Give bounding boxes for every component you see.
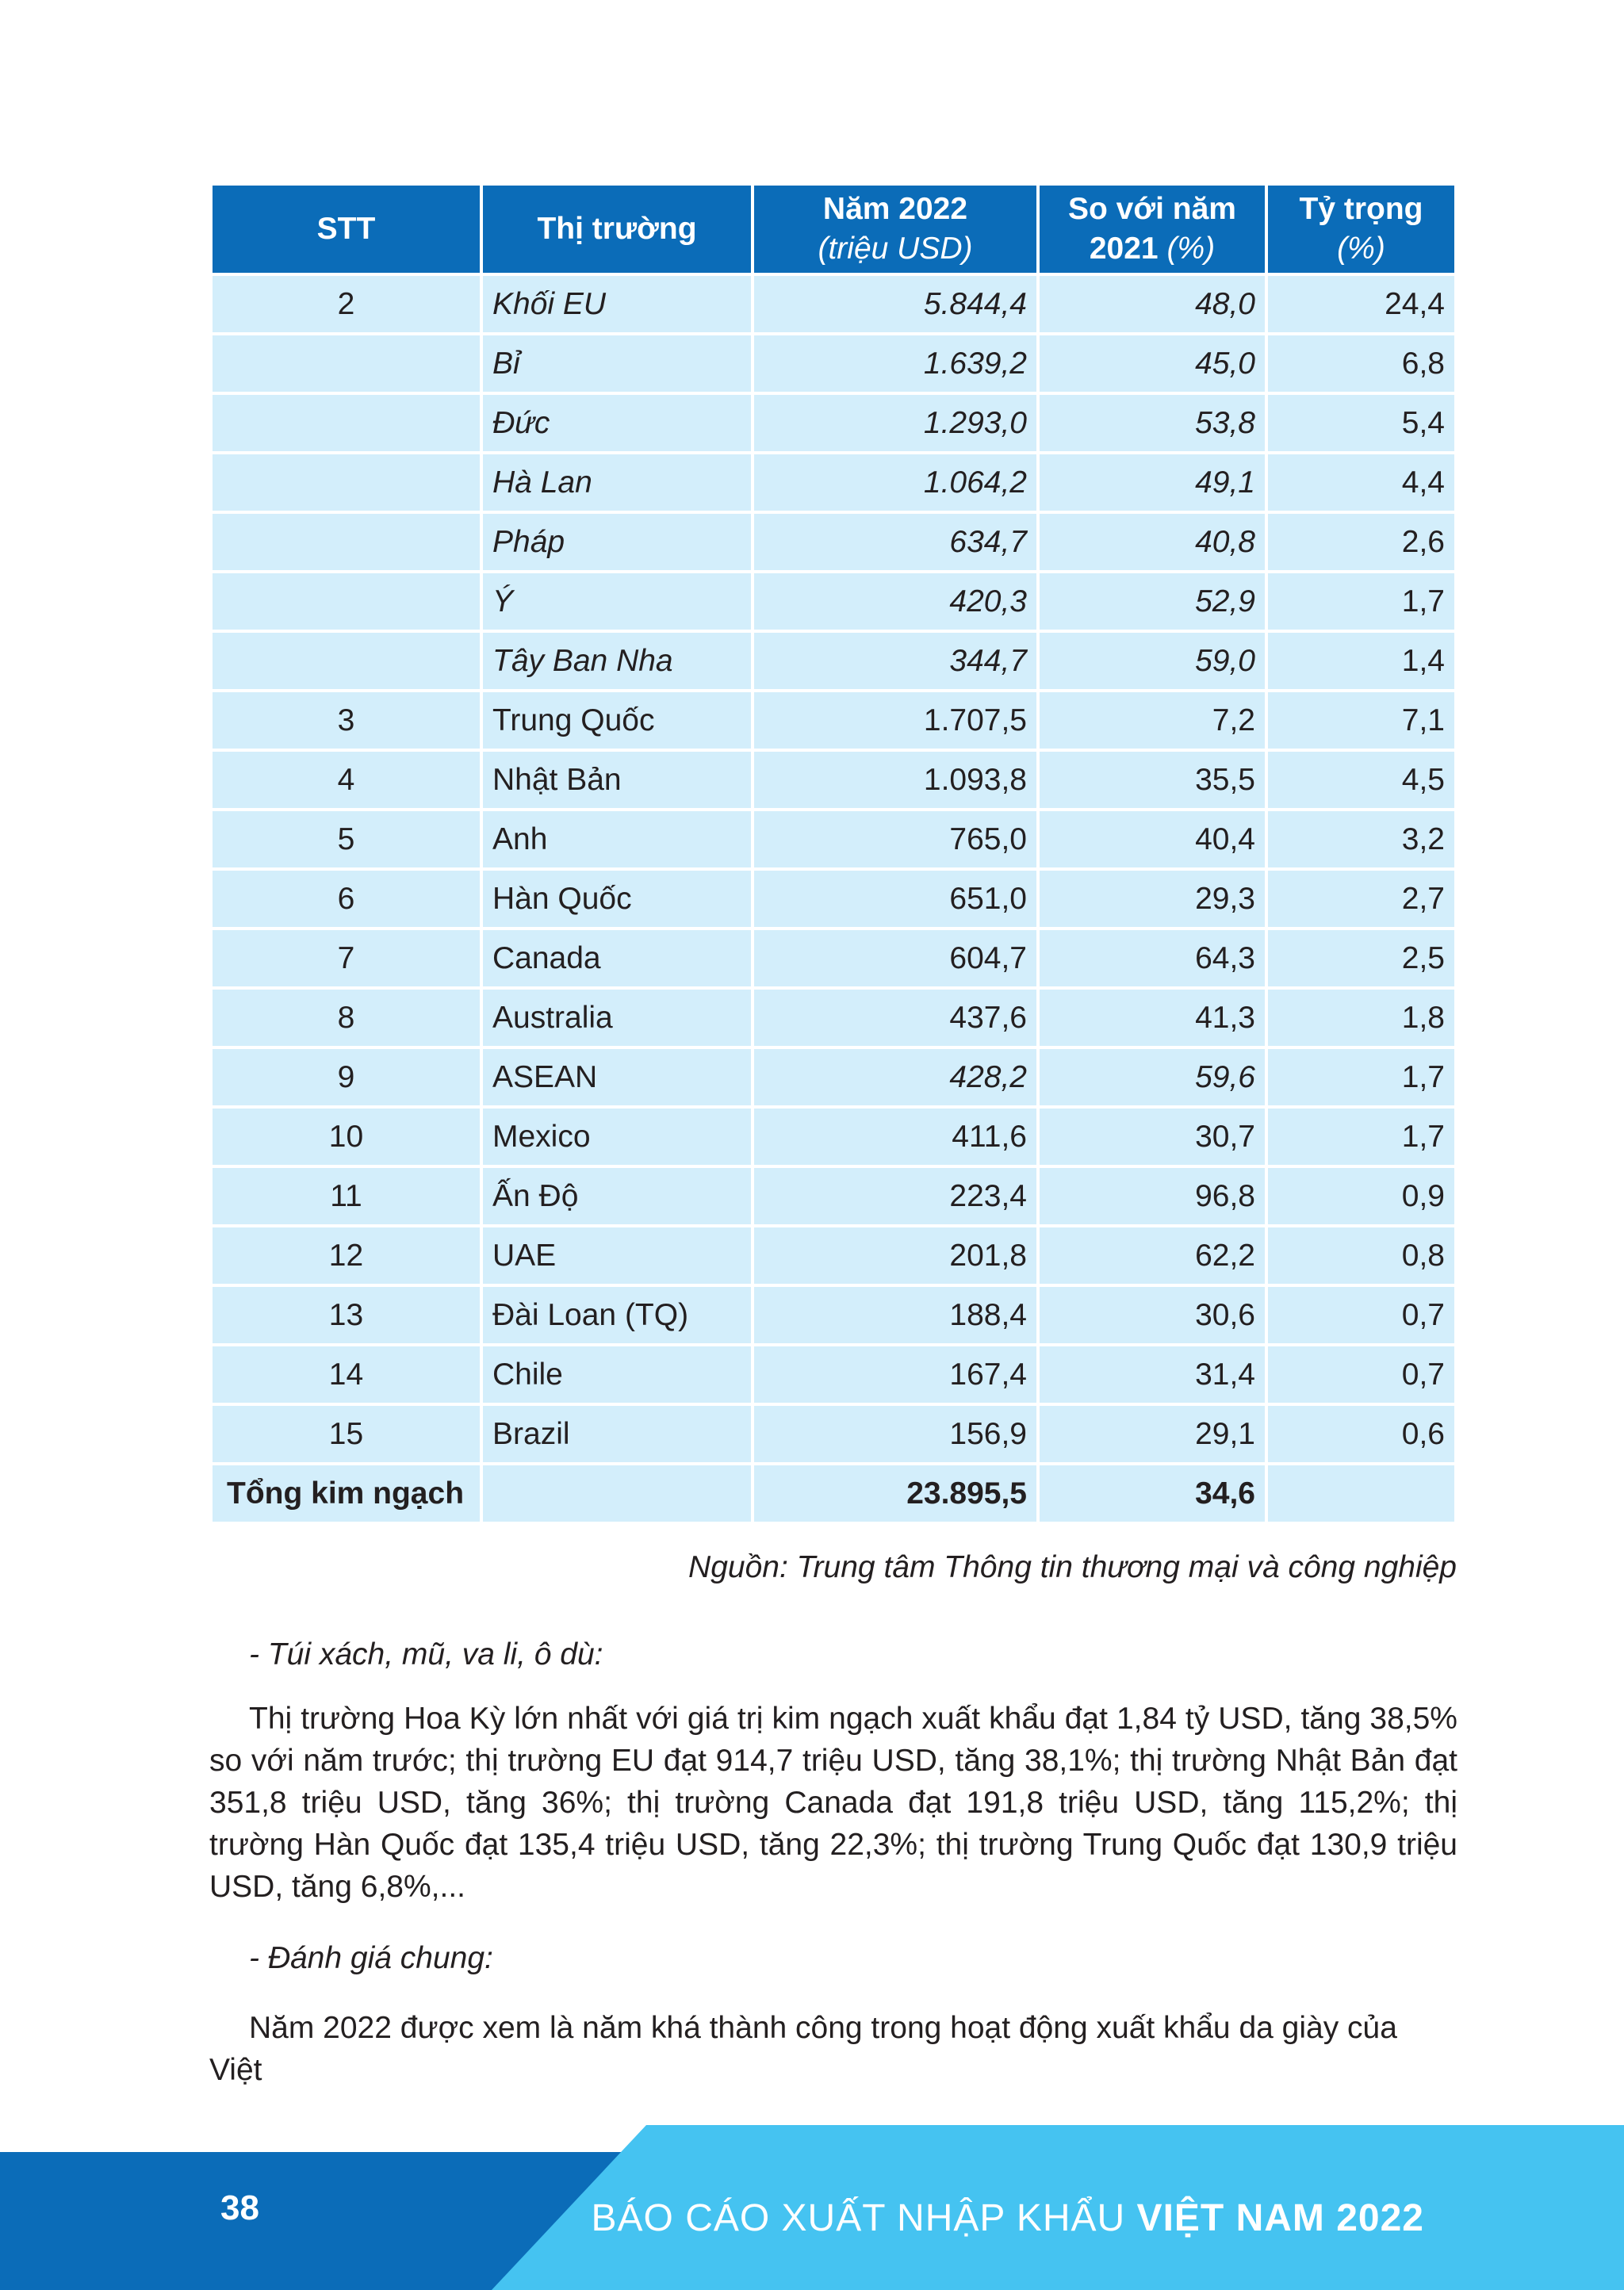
- table-row: [213, 335, 1454, 392]
- row-value-2022: 765,0: [754, 811, 1036, 867]
- row-change: 45,0: [1040, 335, 1265, 392]
- row-stt: 14: [213, 1346, 480, 1403]
- table-row: [213, 1168, 1454, 1224]
- total-share: [1268, 1465, 1454, 1522]
- row-share: 6,8: [1268, 335, 1454, 392]
- report-title-bold: VIỆT NAM 2022: [1136, 2197, 1424, 2239]
- row-stt: 8: [213, 990, 480, 1046]
- row-market: Bỉ: [483, 335, 751, 392]
- row-share: 1,8: [1268, 990, 1454, 1046]
- row-change: 41,3: [1040, 990, 1265, 1046]
- row-value-2022: 1.639,2: [754, 335, 1036, 392]
- row-stt: 9: [213, 1049, 480, 1105]
- row-change: 64,3: [1040, 930, 1265, 986]
- page-number: 38: [220, 2189, 259, 2227]
- table-row: [213, 1406, 1454, 1462]
- table-row: [213, 1049, 1454, 1105]
- row-stt: 5: [213, 811, 480, 867]
- row-share: 0,7: [1268, 1346, 1454, 1403]
- row-change: 53,8: [1040, 395, 1265, 451]
- table-row: [213, 752, 1454, 808]
- table-row: [213, 930, 1454, 986]
- row-change: 52,9: [1040, 573, 1265, 630]
- row-share: 7,1: [1268, 692, 1454, 749]
- row-change: 35,5: [1040, 752, 1265, 808]
- table-total-row: [213, 1465, 1454, 1522]
- report-title-regular: BÁO CÁO XUẤT NHẬP KHẨU: [591, 2197, 1137, 2239]
- header-change-label: So với năm: [1068, 192, 1236, 226]
- row-market: Mexico: [483, 1109, 751, 1165]
- table-row: [213, 692, 1454, 749]
- row-change: 31,4: [1040, 1346, 1265, 1403]
- row-market: Canada: [483, 930, 751, 986]
- row-share: 2,6: [1268, 514, 1454, 570]
- row-share: 1,4: [1268, 633, 1454, 689]
- row-share: 3,2: [1268, 811, 1454, 867]
- header-change-vs-2021: [1040, 186, 1265, 273]
- header-value-2022-unit: (triệu USD): [818, 232, 973, 266]
- header-value-2022: [754, 186, 1036, 273]
- total-label: Tổng kim ngạch: [213, 1465, 480, 1522]
- row-change: 7,2: [1040, 692, 1265, 749]
- row-market: Ấn Độ: [483, 1168, 751, 1224]
- row-value-2022: 420,3: [754, 573, 1036, 630]
- row-market: Khối EU: [483, 276, 751, 332]
- row-share: 0,9: [1268, 1168, 1454, 1224]
- total-market-cell: [483, 1465, 751, 1522]
- header-stt: STT: [213, 186, 480, 273]
- row-share: 5,4: [1268, 395, 1454, 451]
- table-row: [213, 871, 1454, 927]
- row-change: 40,8: [1040, 514, 1265, 570]
- row-change: 40,4: [1040, 811, 1265, 867]
- row-stt: 6: [213, 871, 480, 927]
- row-share: 0,8: [1268, 1227, 1454, 1284]
- row-market: Chile: [483, 1346, 751, 1403]
- row-stt: 4: [213, 752, 480, 808]
- row-change: 49,1: [1040, 454, 1265, 511]
- row-value-2022: 411,6: [754, 1109, 1036, 1165]
- row-change: 96,8: [1040, 1168, 1265, 1224]
- row-share: 4,5: [1268, 752, 1454, 808]
- row-market: Nhật Bản: [483, 752, 751, 808]
- table-row: [213, 454, 1454, 511]
- row-market: Ý: [483, 573, 751, 630]
- table-row: [213, 811, 1454, 867]
- row-value-2022: 634,7: [754, 514, 1036, 570]
- table-source-note: Nguồn: Trung tâm Thông tin thương mại và công nghiệp: [688, 1550, 1457, 1584]
- row-share: 0,7: [1268, 1287, 1454, 1343]
- row-share: 2,5: [1268, 930, 1454, 986]
- row-stt: 7: [213, 930, 480, 986]
- row-market: Brazil: [483, 1406, 751, 1462]
- row-stt: 12: [213, 1227, 480, 1284]
- row-stt: 13: [213, 1287, 480, 1343]
- header-share: [1268, 186, 1454, 273]
- table-row: [213, 990, 1454, 1046]
- table-row: [213, 395, 1454, 451]
- row-value-2022: 344,7: [754, 633, 1036, 689]
- row-stt: [213, 573, 480, 630]
- total-value-2022: 23.895,5: [754, 1465, 1036, 1522]
- row-change: 30,6: [1040, 1287, 1265, 1343]
- row-stt: 15: [213, 1406, 480, 1462]
- row-change: 29,1: [1040, 1406, 1265, 1462]
- row-market: Tây Ban Nha: [483, 633, 751, 689]
- table-row: [213, 1109, 1454, 1165]
- row-value-2022: 201,8: [754, 1227, 1036, 1284]
- row-stt: [213, 335, 480, 392]
- row-change: 48,0: [1040, 276, 1265, 332]
- row-value-2022: 437,6: [754, 990, 1036, 1046]
- row-market: Đài Loan (TQ): [483, 1287, 751, 1343]
- section-heading-evaluation: - Đánh giá chung:: [249, 1941, 493, 1975]
- table-row: [213, 514, 1454, 570]
- row-value-2022: 1.093,8: [754, 752, 1036, 808]
- row-value-2022: 428,2: [754, 1049, 1036, 1105]
- row-value-2022: 156,9: [754, 1406, 1036, 1462]
- header-value-2022-label: Năm 2022: [822, 192, 968, 226]
- row-value-2022: 1.707,5: [754, 692, 1036, 749]
- row-change: 59,6: [1040, 1049, 1265, 1105]
- row-market: Trung Quốc: [483, 692, 751, 749]
- row-share: 1,7: [1268, 1049, 1454, 1105]
- row-stt: 3: [213, 692, 480, 749]
- row-market: Australia: [483, 990, 751, 1046]
- table-row: [213, 633, 1454, 689]
- row-stt: [213, 633, 480, 689]
- table-row: [213, 573, 1454, 630]
- row-share: 1,7: [1268, 573, 1454, 630]
- table-row: [213, 1346, 1454, 1403]
- total-change: 34,6: [1040, 1465, 1265, 1522]
- export-market-table: [209, 182, 1457, 1525]
- paragraph-evaluation: Năm 2022 được xem là năm khá thành công trong hoạt động xuất khẩu da giày của Việt: [209, 2011, 1397, 2087]
- table-row: [213, 1227, 1454, 1284]
- row-value-2022: 604,7: [754, 930, 1036, 986]
- row-change: 59,0: [1040, 633, 1265, 689]
- row-stt: [213, 454, 480, 511]
- paragraph-bags: Thị trường Hoa Kỳ lớn nhất với giá trị kim ngạch xuất khẩu đạt 1,84 tỷ USD, tăng 38,5% so với năm trước; thị trường EU đạt 914,7 triệu USD, tăng 38,1%; thị trường Nhật Bản đạt 351,8 triệu USD, tăng 36%; thị trường Canada đạt 191,8 triệu USD, tăng 115,2%; thị trường Hàn Quốc đạt 135,4 triệu USD, tăng 22,3%; thị trường Trung Quốc đạt 130,9 triệu USD, tăng 6,8%,...: [209, 1702, 1457, 1904]
- row-market: Hà Lan: [483, 454, 751, 511]
- row-share: 0,6: [1268, 1406, 1454, 1462]
- row-stt: 10: [213, 1109, 480, 1165]
- section-heading-bags: - Túi xách, mũ, va li, ô dù:: [249, 1637, 603, 1672]
- row-change: 62,2: [1040, 1227, 1265, 1284]
- row-value-2022: 1.064,2: [754, 454, 1036, 511]
- row-market: Pháp: [483, 514, 751, 570]
- header-share-unit: (%): [1337, 232, 1385, 266]
- header-share-label: Tỷ trọng: [1299, 192, 1423, 226]
- row-market: ASEAN: [483, 1049, 751, 1105]
- row-stt: 11: [213, 1168, 480, 1224]
- header-market: Thị trường: [483, 186, 751, 273]
- table-row: [213, 1287, 1454, 1343]
- header-change-unit: (%): [1166, 232, 1216, 266]
- row-stt: 2: [213, 276, 480, 332]
- row-change: 29,3: [1040, 871, 1265, 927]
- row-share: 24,4: [1268, 276, 1454, 332]
- row-share: 2,7: [1268, 871, 1454, 927]
- row-market: Hàn Quốc: [483, 871, 751, 927]
- row-share: 1,7: [1268, 1109, 1454, 1165]
- table-body: [213, 276, 1454, 1522]
- row-share: 4,4: [1268, 454, 1454, 511]
- row-change: 30,7: [1040, 1109, 1265, 1165]
- header-change-year: 2021: [1089, 232, 1159, 266]
- row-value-2022: 5.844,4: [754, 276, 1036, 332]
- table-row: [213, 276, 1454, 332]
- row-value-2022: 188,4: [754, 1287, 1036, 1343]
- report-title: [591, 2196, 1424, 2240]
- row-market: Anh: [483, 811, 751, 867]
- page-footer: [0, 2125, 1624, 2290]
- row-value-2022: 1.293,0: [754, 395, 1036, 451]
- row-market: Đức: [483, 395, 751, 451]
- row-value-2022: 651,0: [754, 871, 1036, 927]
- table-header-row: [213, 186, 1454, 273]
- row-market: UAE: [483, 1227, 751, 1284]
- row-stt: [213, 395, 480, 451]
- row-value-2022: 167,4: [754, 1346, 1036, 1403]
- row-value-2022: 223,4: [754, 1168, 1036, 1224]
- row-stt: [213, 514, 480, 570]
